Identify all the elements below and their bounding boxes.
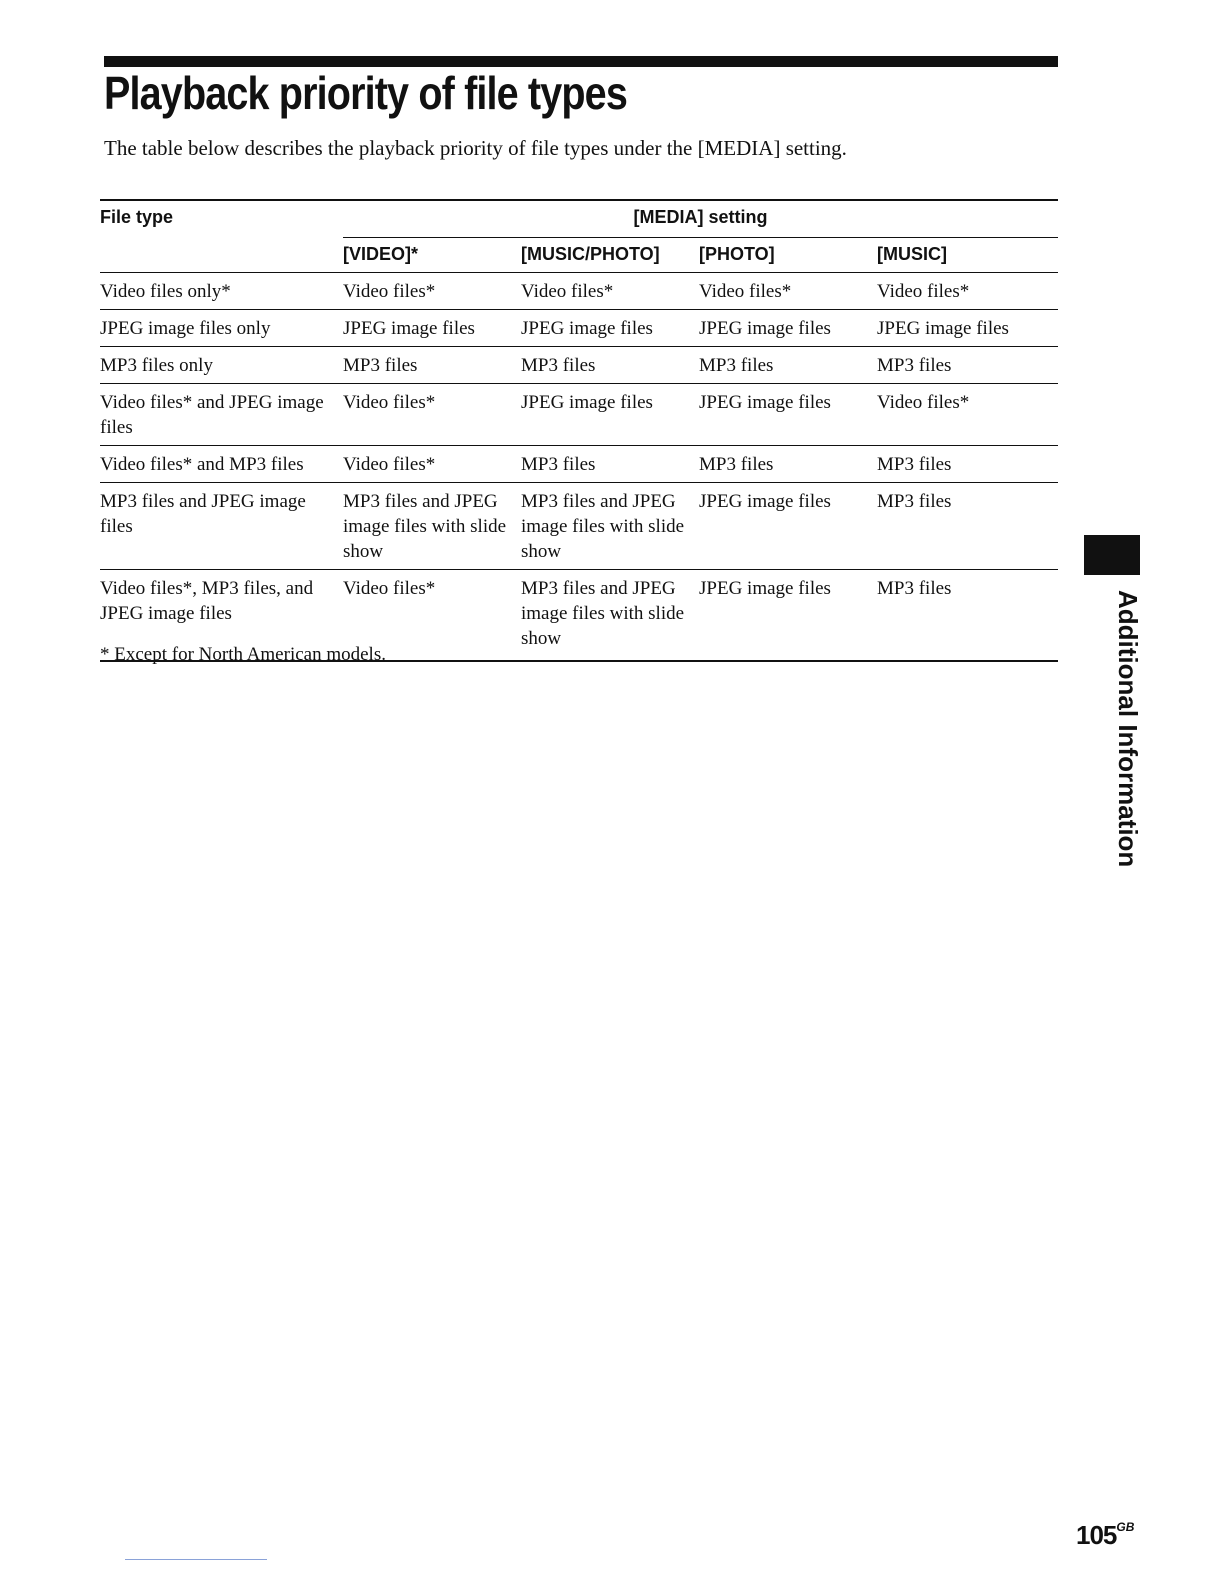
table-cell: JPEG image files [521, 310, 699, 347]
table-row [100, 384, 1058, 446]
table-cell: JPEG image files [699, 570, 877, 662]
file-type-cell: JPEG image files only [100, 310, 343, 347]
table-cell: MP3 files and JPEG image files with slide show [343, 483, 521, 570]
table-row [100, 273, 1058, 310]
file-type-cell: MP3 files only [100, 347, 343, 384]
table-cell: Video files* [877, 273, 1058, 310]
header-spacer [100, 238, 343, 273]
page-number-suffix: GB [1116, 1520, 1135, 1534]
priority-table [100, 199, 1058, 662]
page-title: Playback priority of file types [104, 67, 627, 119]
table-row [100, 483, 1058, 570]
table-cell: Video files* [343, 570, 521, 662]
page-number-value: 105 [1076, 1520, 1117, 1550]
table-cell: MP3 files and JPEG image files with slide show [521, 483, 699, 570]
table-cell: MP3 files and JPEG image files with slide show [521, 570, 699, 662]
file-type-cell: MP3 files and JPEG image files [100, 483, 343, 570]
table-cell: MP3 files [521, 446, 699, 483]
column-header: [VIDEO]* [343, 238, 521, 273]
column-header: [PHOTO] [699, 238, 877, 273]
table-cell: JPEG image files [521, 384, 699, 446]
section-side-label: Additional Information [1113, 590, 1143, 868]
table-cell: Video files* [521, 273, 699, 310]
section-tab-marker [1084, 535, 1140, 575]
table-cell: MP3 files [877, 347, 1058, 384]
scan-artifact-line [125, 1559, 267, 1560]
table-cell: Video files* [699, 273, 877, 310]
table-cell: Video files* [343, 446, 521, 483]
table-cell: Video files* [343, 384, 521, 446]
file-type-cell: Video files* and JPEG image files [100, 384, 343, 446]
column-header: [MUSIC] [877, 238, 1058, 273]
table-row [100, 347, 1058, 384]
table-cell: MP3 files [877, 570, 1058, 662]
table-cell: JPEG image files [877, 310, 1058, 347]
table-cell: Video files* [343, 273, 521, 310]
intro-text: The table below describes the playback priority of file types under the [MEDIA] setting. [104, 136, 847, 160]
table-cell: MP3 files [343, 347, 521, 384]
column-header: [MUSIC/PHOTO] [521, 238, 699, 273]
file-type-cell: Video files only* [100, 273, 343, 310]
footnote: * Except for North American models. [100, 644, 386, 665]
table-cell: MP3 files [699, 446, 877, 483]
table-row [100, 446, 1058, 483]
table-cell: JPEG image files [699, 483, 877, 570]
table-header-row [100, 200, 1058, 238]
table-subheader-row [100, 238, 1058, 273]
media-setting-header: [MEDIA] setting [343, 200, 1058, 238]
table-cell: MP3 files [699, 347, 877, 384]
table-cell: Video files* [877, 384, 1058, 446]
page-number [1076, 1520, 1134, 1551]
file-type-cell: Video files* and MP3 files [100, 446, 343, 483]
table-cell: JPEG image files [343, 310, 521, 347]
file-type-cell: Video files*, MP3 files, and JPEG image files [100, 570, 343, 662]
table-cell: MP3 files [877, 446, 1058, 483]
table-cell: MP3 files [877, 483, 1058, 570]
table-row [100, 310, 1058, 347]
table-cell: MP3 files [521, 347, 699, 384]
table-cell: JPEG image files [699, 384, 877, 446]
file-type-header: File type [100, 200, 343, 238]
table-cell: JPEG image files [699, 310, 877, 347]
